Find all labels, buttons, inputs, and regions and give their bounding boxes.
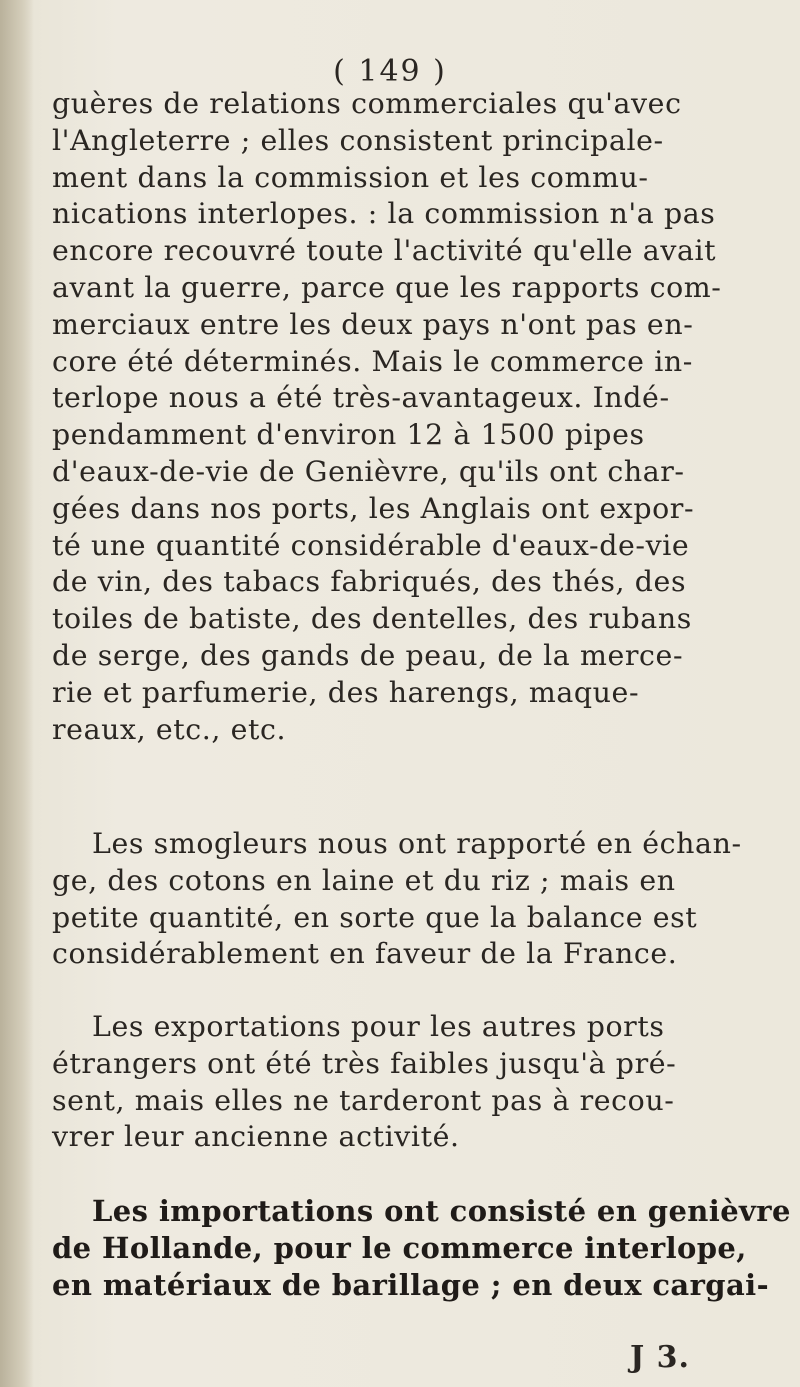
page-gutter-shadow: [0, 0, 34, 1387]
paragraph-2: [52, 826, 792, 973]
text-line: pendamment d'environ 12 à 1500 pipes: [52, 418, 645, 452]
text-line: core été déterminés. Mais le commerce in-: [52, 344, 693, 378]
text-line: sent, mais elles ne tarderont pas à recou-: [52, 1083, 675, 1117]
text-line: merciaux entre les deux pays n'ont pas en-: [52, 307, 694, 341]
text-line: de vin, des tabacs fabriqués, des thés, des: [52, 565, 687, 599]
text-line: nications interlopes. : la commission n'a pas: [52, 197, 716, 231]
text-line: l'Angleterre ; elles consistent principale-: [52, 123, 664, 157]
text-line: considérablement en faveur de la France.: [52, 937, 678, 971]
text-line: étrangers ont été très faibles jusqu'à pré-: [52, 1046, 677, 1080]
text-line: ge, des cotons en laine et du riz ; mais en: [52, 863, 676, 897]
text-line: vrer leur ancienne activité.: [52, 1120, 460, 1154]
page-number: ( 149 ): [333, 54, 447, 89]
text-line: encore recouvré toute l'activité qu'elle avait: [52, 234, 717, 268]
text-line: petite quantité, en sorte que la balance est: [52, 900, 698, 934]
text-line: rie et parfumerie, des harengs, maque-: [52, 675, 640, 709]
text-line: de serge, des gands de peau, de la merce-: [52, 638, 684, 672]
paragraph-3: [52, 1009, 792, 1156]
text-line: reaux, etc., etc.: [52, 712, 287, 746]
paragraph-1: [52, 86, 792, 748]
text-line: Les smogleurs nous ont rapporté en échan-: [92, 827, 742, 860]
text-line: Les exportations pour les autres ports: [92, 1010, 665, 1043]
text-line: avant la guerre, parce que les rapports com-: [52, 270, 722, 304]
text-line: té une quantité considérable d'eaux-de-vie: [52, 528, 690, 562]
text-line: guères de relations commerciales qu'avec: [52, 87, 682, 120]
text-line: gées dans nos ports, les Anglais ont expor-: [52, 491, 695, 525]
text-line: toiles de batiste, des dentelles, des rubans: [52, 602, 692, 636]
text-line: terlope nous a été très-avantageux. Indé-: [52, 381, 670, 415]
text-line: Les importations ont consisté en genièvre: [92, 1194, 791, 1228]
signature-mark: J 3.: [630, 1340, 690, 1375]
text-line: d'eaux-de-vie de Genièvre, qu'ils ont char-: [52, 454, 685, 488]
text-line: de Hollande, pour le commerce interlope,: [52, 1231, 747, 1265]
paragraph-4: [52, 1193, 792, 1304]
text-line: en matériaux de barillage ; en deux cargai-: [52, 1268, 770, 1302]
text-line: ment dans la commission et les commu-: [52, 160, 649, 194]
